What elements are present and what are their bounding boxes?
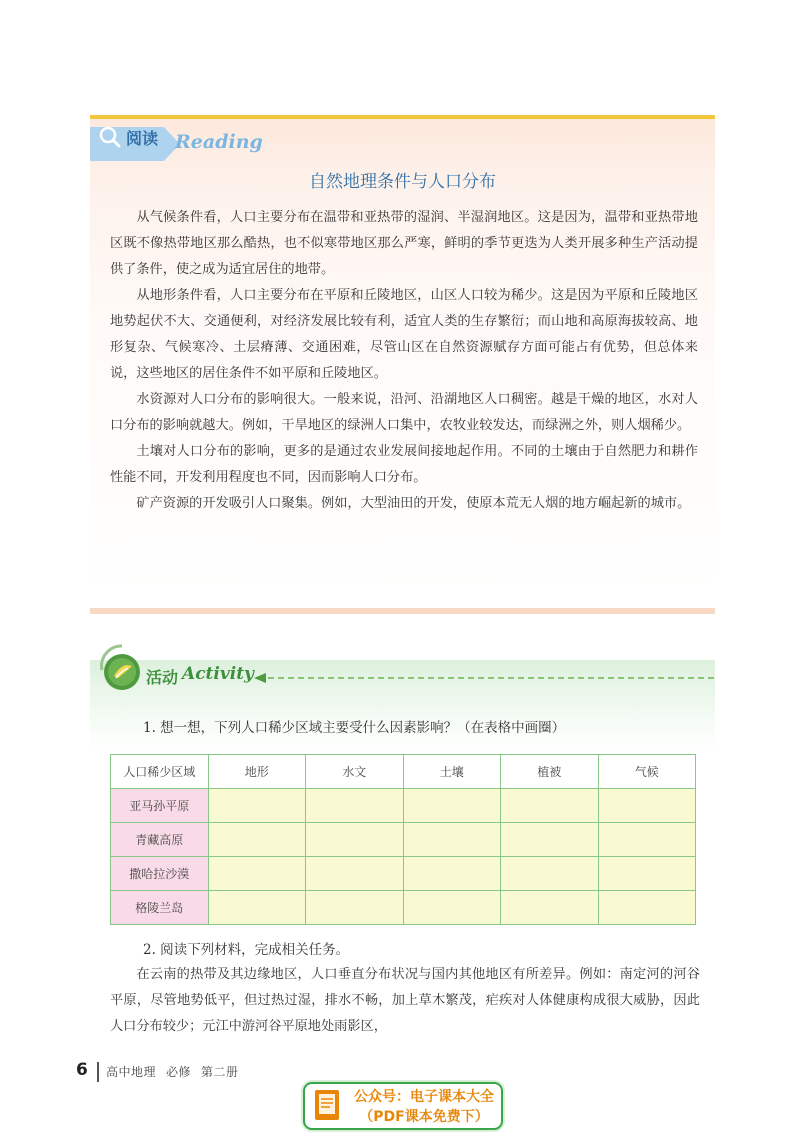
table-cell[interactable] xyxy=(306,789,404,823)
table-cell[interactable] xyxy=(501,789,599,823)
table-row-label: 格陵兰岛 xyxy=(111,891,209,925)
watermark-stamp xyxy=(303,1082,503,1130)
table-cell[interactable] xyxy=(403,857,501,891)
reading-section xyxy=(90,115,715,609)
stamp-line-1: 公众号：电子课本大全 xyxy=(354,1089,494,1105)
table-cell[interactable] xyxy=(598,891,696,925)
reading-title: 自然地理条件与人口分布 xyxy=(309,172,496,192)
table-header: 气候 xyxy=(598,755,696,789)
table-row-label: 撒哈拉沙漠 xyxy=(111,857,209,891)
book-subject: 高中地理 xyxy=(106,1065,157,1079)
table-row xyxy=(111,857,696,891)
table-row xyxy=(111,823,696,857)
table-cell[interactable] xyxy=(403,789,501,823)
activity-logo-icon xyxy=(92,638,150,696)
magnifier-icon xyxy=(98,125,122,149)
reading-label-en: Reading xyxy=(175,131,263,153)
reading-label: 阅读 xyxy=(126,129,159,148)
activity-label-en: Activity xyxy=(182,664,254,684)
table-row xyxy=(111,789,696,823)
table-header: 植被 xyxy=(501,755,599,789)
footer-divider xyxy=(97,1062,99,1082)
arrow-dashed-line-icon xyxy=(254,672,716,684)
reading-body xyxy=(110,205,698,517)
table-cell[interactable] xyxy=(403,891,501,925)
table-row-label: 青藏高原 xyxy=(111,823,209,857)
table-cell[interactable] xyxy=(208,857,306,891)
reading-paragraph: 从地形条件看，人口主要分布在平原和丘陵地区，山区人口较为稀少。这是因为平原和丘陵地区地势起伏不大、交通便利，对经济发展比较有利，适宜人类的生存繁衍；而山地和高原海拔较高、地形复杂、气候寒冷、土层瘠薄、交通困难，尽管山区在自然资源赋存方面可能占有优势，但总体来说，这些地区的居住条件不如平原和丘陵地区。 xyxy=(110,288,698,381)
reading-paragraph: 从气候条件看，人口主要分布在温带和亚热带的湿润、半湿润地区。这是因为，温带和亚热带地区既不像热带地区那么酷热，也不似寒带地区那么严寒，鲜明的季节更迭为人类开展多种生产活动提供了条件，使之成为适宜居住的地带。 xyxy=(110,210,698,277)
table-header: 人口稀少区域 xyxy=(111,755,209,789)
activity-table xyxy=(110,754,696,925)
table-cell[interactable] xyxy=(403,823,501,857)
table-header-row xyxy=(111,755,696,789)
activity-label: 活动 xyxy=(146,668,179,687)
book-title xyxy=(106,1063,249,1080)
table-cell[interactable] xyxy=(598,789,696,823)
table-cell[interactable] xyxy=(598,857,696,891)
table-cell[interactable] xyxy=(501,857,599,891)
table-cell[interactable] xyxy=(598,823,696,857)
table-header: 水文 xyxy=(306,755,404,789)
table-cell[interactable] xyxy=(306,823,404,857)
stamp-line-2: （PDF课本免费下） xyxy=(359,1109,489,1125)
reading-bottom-divider xyxy=(90,608,715,614)
reading-paragraph: 水资源对人口分布的影响很大。一般来说，沿河、沿湖地区人口稠密。越是干燥的地区，水对人口分布的影响就越大。例如，干旱地区的绿洲人口集中，农牧业较发达，而绿洲之外，则人烟稀少。 xyxy=(110,392,698,433)
table-header: 地形 xyxy=(208,755,306,789)
material-text xyxy=(110,962,700,1040)
book-type: 必修 xyxy=(166,1065,192,1079)
book-volume: 第二册 xyxy=(201,1065,239,1079)
material-paragraph: 在云南的热带及其边缘地区，人口垂直分布状况与国内其他地区有所差异。例如：南定河的河谷平原，尽管地势低平，但过热过湿，排水不畅，加上草木繁茂，疟疾对人体健康构成很大威胁，因此人口分布较少；元江中游河谷平原地处雨影区， xyxy=(110,967,700,1034)
reading-paragraph: 矿产资源的开发吸引人口聚集。例如，大型油田的开发，使原本荒无人烟的地方崛起新的城市。 xyxy=(136,496,691,511)
table-cell[interactable] xyxy=(306,891,404,925)
table-cell[interactable] xyxy=(208,823,306,857)
table-cell[interactable] xyxy=(208,891,306,925)
page-number: 6 xyxy=(76,1060,88,1080)
table-cell[interactable] xyxy=(208,789,306,823)
table-cell[interactable] xyxy=(501,891,599,925)
question-2: 2. 阅读下列材料，完成相关任务。 xyxy=(143,942,350,958)
reading-paragraph: 土壤对人口分布的影响，更多的是通过农业发展间接地起作用。不同的土壤由于自然肥力和耕作性能不同，开发利用程度也不同，因而影响人口分布。 xyxy=(110,444,698,485)
book-icon xyxy=(311,1088,345,1124)
question-1: 1. 想一想，下列人口稀少区域主要受什么因素影响？（在表格中画圈） xyxy=(143,720,566,736)
table-row xyxy=(111,891,696,925)
table-cell[interactable] xyxy=(306,857,404,891)
table-header: 土壤 xyxy=(403,755,501,789)
table-row-label: 亚马孙平原 xyxy=(111,789,209,823)
table-cell[interactable] xyxy=(501,823,599,857)
